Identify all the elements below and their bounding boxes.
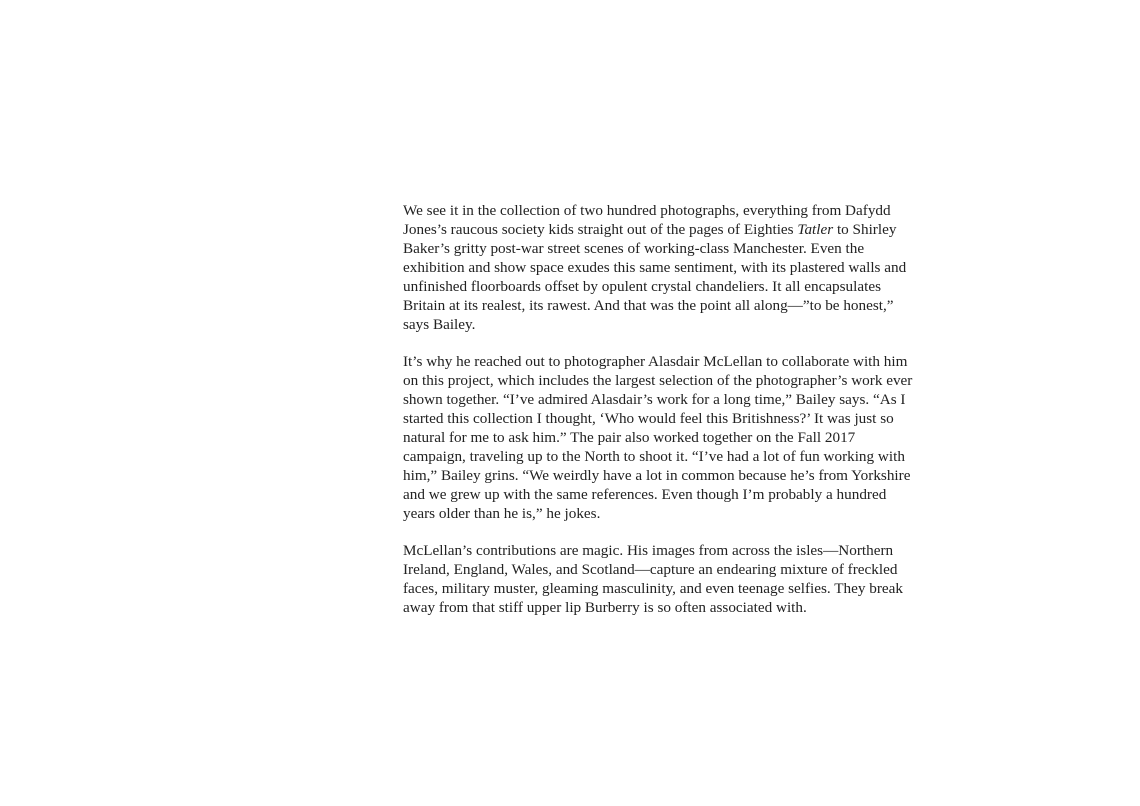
paragraph-3: McLellan’s contributions are magic. His images from across the isles—Northern Ireland, England, Wales, and Scotland—capture an endearing mixture of freckled faces, military muster, gleaming masculinity, and even teenage selfies. They break away from that stiff upper lip Burberry is so often associated with.	[403, 542, 903, 616]
paragraph-1-text-end: to Shirley Baker’s gritty post-war street scenes of working-class Manchester. Even the exhibition and show space exudes this same sentiment, with its plastered walls and unfinished floorboards offset by opulent crystal chandeliers. It all encapsulates Britain at its realest, its rawest. And that was the point all along—”to be honest,” says Bailey.	[403, 221, 907, 333]
publication-title-italic: Tatler	[797, 221, 834, 238]
article-body	[403, 201, 915, 635]
paragraph-1	[403, 201, 915, 334]
paragraph-1-text-start: We see it in the collection of two hundred photographs, everything from Dafydd Jones’s raucous society kids straight out of the pages of Eighties	[403, 202, 891, 238]
paragraph-2: It’s why he reached out to photographer Alasdair McLellan to collaborate with him on this project, which includes the largest selection of the photographer’s work ever shown together. “I’ve admired Alasdair’s work for a long time,” Bailey says. “As I started this collection I thought, ‘Who would feel this Britishness?’ It was just so natural for me to ask him.” The pair also worked together on the Fall 2017 campaign, traveling up to the North to shoot it. “I’ve had a lot of fun working with him,” Bailey grins. “We weirdly have a lot in common because he’s from Yorkshire and we grew up with the same references. Even though I’m probably a hundred years older than he is,” he jokes.	[403, 353, 913, 522]
